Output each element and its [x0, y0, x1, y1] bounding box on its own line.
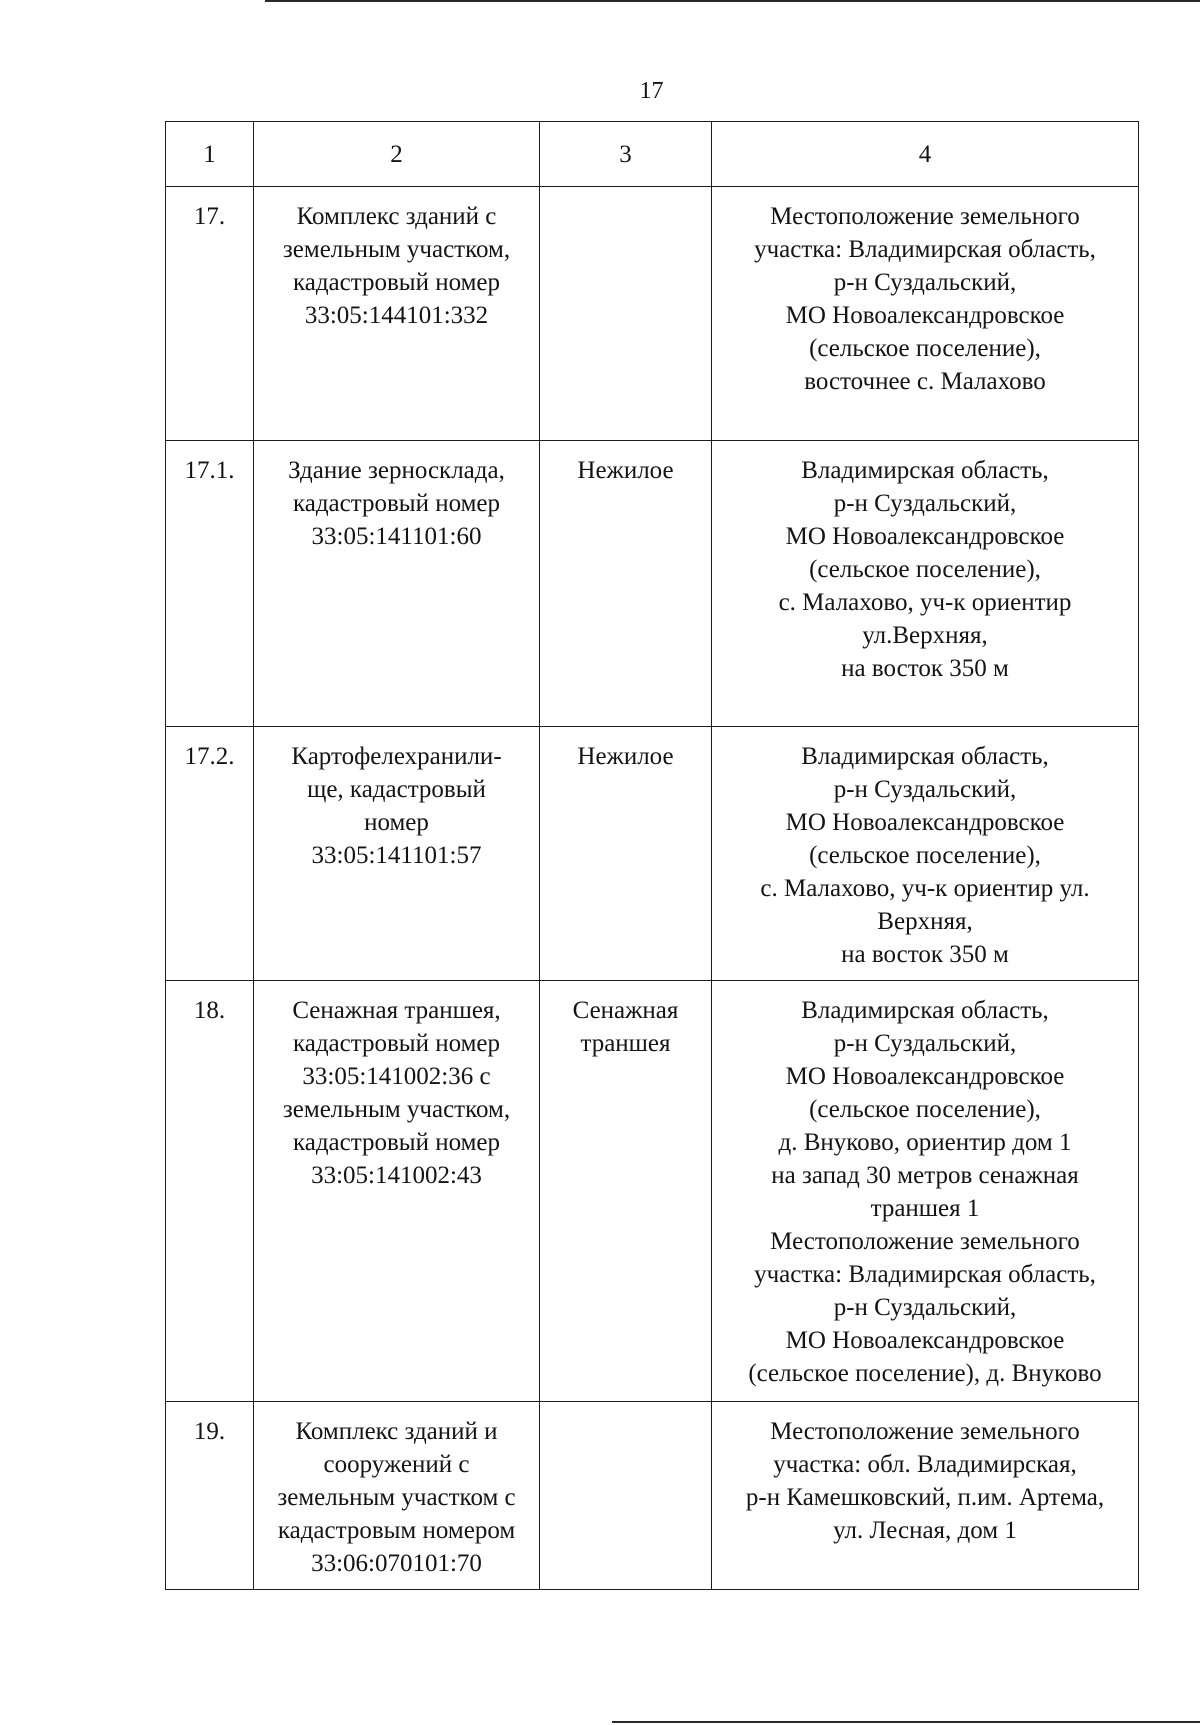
table-header: [166, 122, 1139, 187]
object-cell: Сенажная траншея, кадастровый номер 33:05:141002:36 с земельным участком, кадастровый номер 33:05:141002:43: [254, 981, 540, 1402]
object-cell: Комплекс зданий и сооружений с земельным участком с кадастровым номером 33:06:070101:70: [254, 1402, 540, 1590]
type-cell: [540, 187, 712, 441]
object-cell: Картофелехранили- ще, кадастровый номер 33:05:141101:57: [254, 727, 540, 981]
table-row: [166, 187, 1139, 441]
page-number: 17: [639, 78, 664, 104]
row-number-cell: 17.2.: [166, 727, 254, 981]
property-table: [165, 121, 1139, 1590]
header-row: [166, 122, 1139, 187]
object-cell: Комплекс зданий с земельным участком, кадастровый номер 33:05:144101:332: [254, 187, 540, 441]
type-cell: Нежилое: [540, 441, 712, 727]
table-body: [166, 187, 1139, 1590]
header-cell-4: 4: [712, 122, 1139, 187]
type-cell: Нежилое: [540, 727, 712, 981]
type-cell: Сенажная траншея: [540, 981, 712, 1402]
location-cell: Владимирская область, р-н Суздальский, МО Новоалександровское (сельское поселение), с. Малахово, уч-к ориентир ул.Верхняя, на восток 350 м: [712, 441, 1139, 727]
location-cell: Владимирская область, р-н Суздальский, МО Новоалександровское (сельское поселение), с. Малахово, уч-к ориентир ул. Верхняя, на восток 350 м: [712, 727, 1139, 981]
table-row: [166, 1402, 1139, 1590]
location-cell: Местоположение земельного участка: Владимирская область, р-н Суздальский, МО Новоалександровское (сельское поселение), восточнее с. Малахово: [712, 187, 1139, 441]
scan-edge-line-bottom: [612, 1721, 1200, 1723]
header-cell-2: 2: [254, 122, 540, 187]
header-cell-3: 3: [540, 122, 712, 187]
location-cell: Местоположение земельного участка: обл. Владимирская, р-н Камешковский, п.им. Артема, ул. Лесная, дом 1: [712, 1402, 1139, 1590]
location-cell: Владимирская область, р-н Суздальский, МО Новоалександровское (сельское поселение), д. Внуково, ориентир дом 1 на запад 30 метров сенажная траншея 1 Местоположение земельного участка: Владимирская область, р-н Суздальский, МО Новоалександровское (сельское поселение), д. Внуково: [712, 981, 1139, 1402]
row-number-cell: 19.: [166, 1402, 254, 1590]
row-number-cell: 17.: [166, 187, 254, 441]
object-cell: Здание зерносклада, кадастровый номер 33:05:141101:60: [254, 441, 540, 727]
table-row: [166, 441, 1139, 727]
header-cell-1: 1: [166, 122, 254, 187]
table-row: [166, 981, 1139, 1402]
scan-edge-line-top: [265, 0, 1200, 2]
table-row: [166, 727, 1139, 981]
row-number-cell: 18.: [166, 981, 254, 1402]
type-cell: [540, 1402, 712, 1590]
row-number-cell: 17.1.: [166, 441, 254, 727]
